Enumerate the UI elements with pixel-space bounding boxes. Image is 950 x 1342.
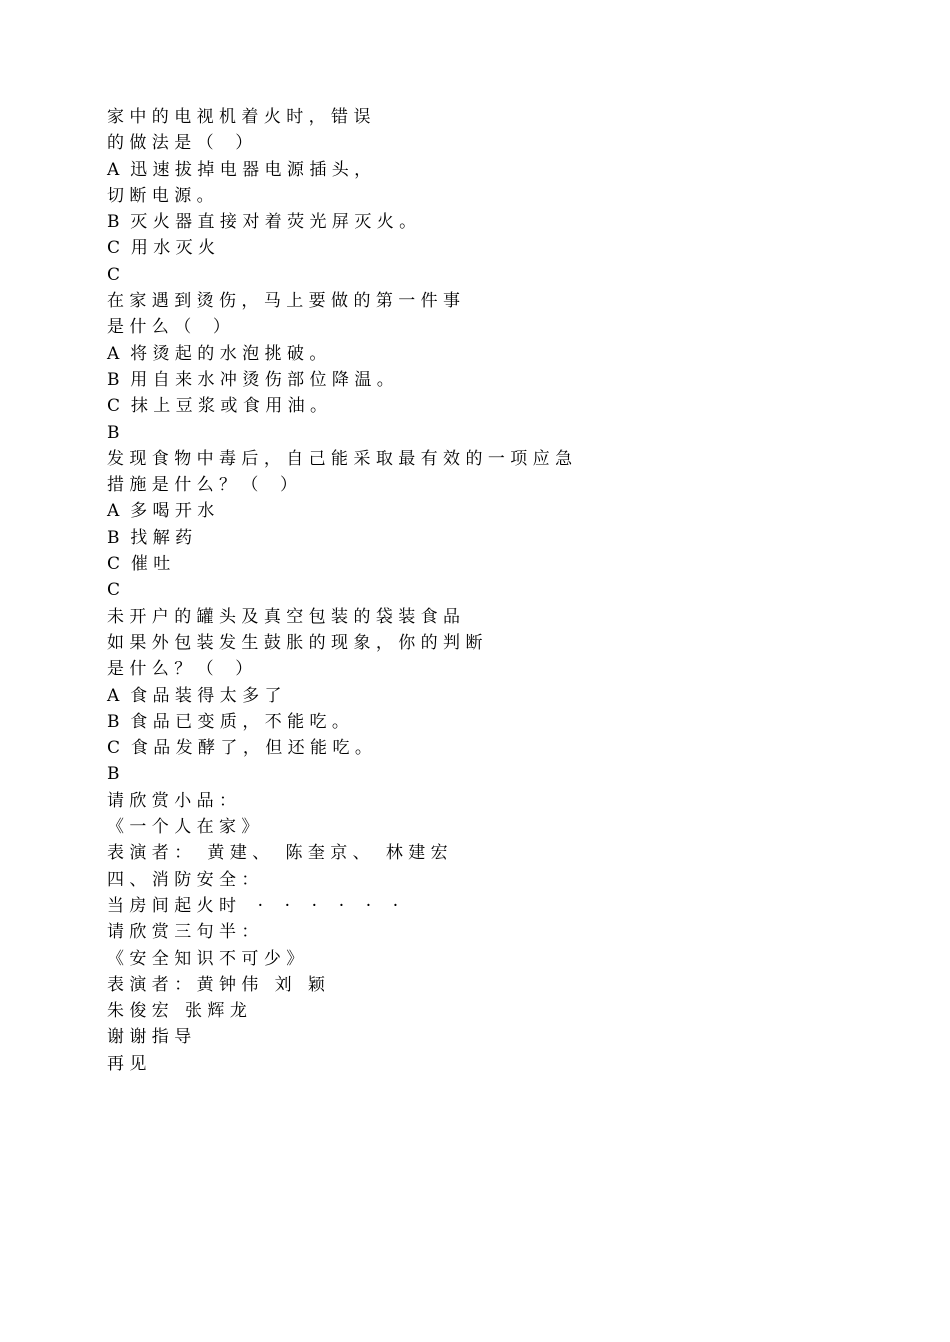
text-line: C 食 品 发 酵 了 ， 但 还 能 吃 。 — [107, 738, 372, 759]
text-line: 是 什 么 ？ （ ） — [107, 659, 253, 680]
text-line: 的 做 法 是 （ ） — [107, 133, 253, 154]
text-line: 在 家 遇 到 烫 伤 ， 马 上 要 做 的 第 一 件 事 — [107, 291, 461, 312]
text-line: 请 欣 赏 小 品 ： — [107, 790, 237, 811]
text-line: 当 房 间 起 火 时 · · · · · · — [107, 895, 399, 916]
text-line: 再 见 — [107, 1053, 147, 1074]
text-line: 《 一 个 人 在 家 》 — [107, 817, 259, 838]
text-line: C 抹 上 豆 浆 或 食 用 油 。 — [107, 396, 328, 417]
text-line: A 多 喝 开 水 — [107, 501, 215, 522]
text-line: B 食 品 已 变 质 ， 不 能 吃 。 — [107, 711, 349, 732]
text-line: A 将 烫 起 的 水 泡 挑 破 。 — [107, 343, 327, 364]
text-line: 请 欣 赏 三 句 半 ： — [107, 922, 259, 943]
text-line: C 催 吐 — [107, 554, 171, 575]
text-line: 如 果 外 包 装 发 生 鼓 胀 的 现 象 ， 你 的 判 断 — [107, 632, 483, 653]
text-line: C 用 水 灭 火 — [107, 238, 216, 259]
text-line: B 找 解 药 — [107, 527, 193, 548]
text-line: C — [107, 580, 121, 601]
text-line: A 迅 速 拔 掉 电 器 电 源 插 头 ， — [107, 159, 372, 180]
text-line: 是 什 么 （ ） — [107, 317, 230, 338]
text-line: 措 施 是 什 么 ？ （ ） — [107, 475, 298, 496]
text-line: B — [107, 764, 120, 785]
text-line: B — [107, 422, 120, 443]
text-line: B 灭 火 器 直 接 对 着 荧 光 屏 灭 火 。 — [107, 212, 417, 233]
text-line: C — [107, 264, 121, 285]
text-line: 表 演 者 ： 黄 建 、 陈 奎 京 、 林 建 宏 — [107, 843, 448, 864]
text-line: 切 断 电 源 。 — [107, 185, 214, 206]
document-body — [107, 104, 847, 1077]
text-line: A 食 品 装 得 太 多 了 — [107, 685, 282, 706]
text-line: 朱 俊 宏 张 辉 龙 — [107, 1001, 247, 1022]
text-line: 家 中 的 电 视 机 着 火 时 ， 错 误 — [107, 107, 371, 127]
text-line: 谢 谢 指 导 — [107, 1027, 192, 1048]
text-line: 《 安 全 知 识 不 可 少 》 — [107, 948, 304, 969]
text-line: 发 现 食 物 中 毒 后 ， 自 己 能 采 取 最 有 效 的 一 项 应 急 — [107, 448, 573, 469]
text-line: B 用 自 来 水 冲 烫 伤 部 位 降 温 。 — [107, 369, 394, 390]
text-line: 未 开 户 的 罐 头 及 真 空 包 装 的 袋 装 食 品 — [107, 606, 461, 627]
text-line: 表 演 者 ： 黄 钟 伟 刘 颖 — [107, 974, 325, 995]
text-line: 四 、 消 防 安 全 ： — [107, 869, 259, 890]
